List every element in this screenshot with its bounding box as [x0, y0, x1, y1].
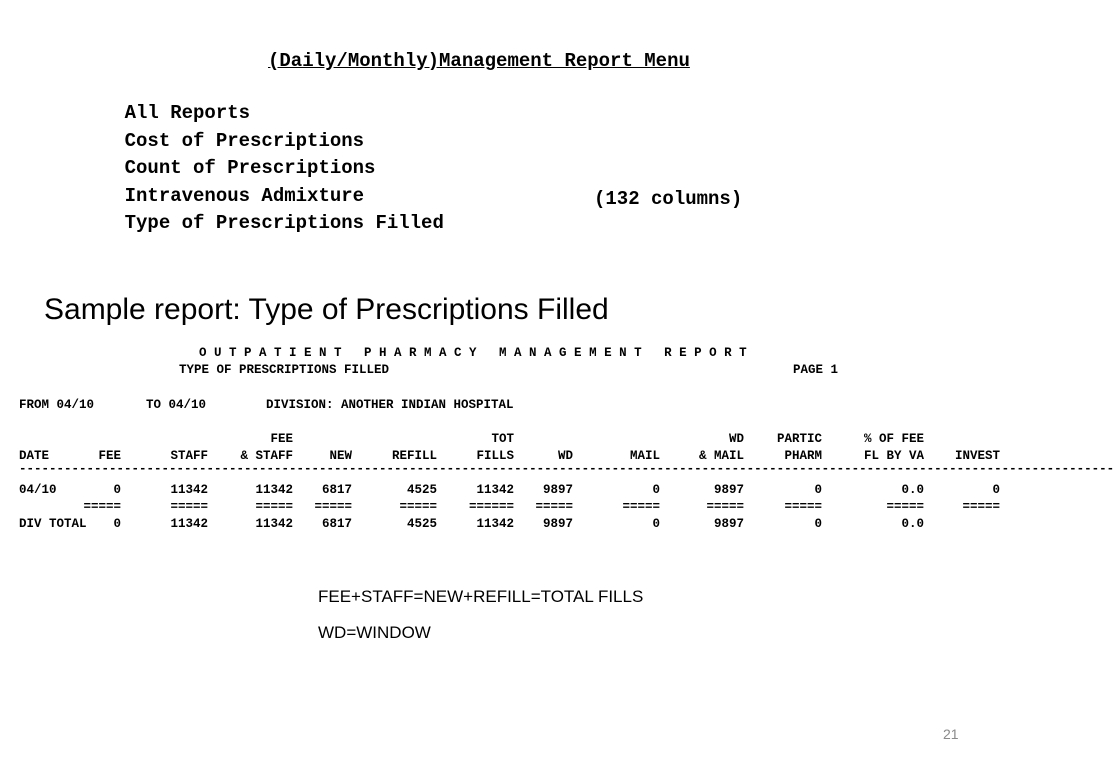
wd-definition-note: WD=WINDOW — [318, 623, 431, 642]
menu-item-label: Type of Prescriptions Filled — [124, 212, 444, 234]
report-division: DIVISION: ANOTHER INDIAN HOSPITAL — [266, 398, 514, 412]
table-cell: ===== — [83, 500, 121, 514]
column-header: STAFF — [170, 449, 208, 463]
table-cell: ===== — [399, 500, 437, 514]
table-cell: ===== — [535, 500, 573, 514]
table-cell: ===== — [622, 500, 660, 514]
table-cell: 11342 — [255, 517, 293, 531]
report-subtitle: TYPE OF PRESCRIPTIONS FILLED — [179, 363, 390, 377]
table-cell: ====== — [468, 500, 514, 514]
table-cell: 0 — [113, 483, 121, 497]
table-cell: 9897 — [713, 517, 744, 531]
table-cell: ===== — [886, 500, 924, 514]
column-header: PHARM — [784, 449, 822, 463]
menu-item-note: (132 columns) — [594, 188, 743, 210]
table-cell: 9897 — [542, 517, 573, 531]
column-header-top: PARTIC — [776, 432, 822, 446]
table-cell: 04/10 — [19, 483, 57, 497]
table-cell: 0 — [992, 483, 1000, 497]
formula-note: FEE+STAFF=NEW+REFILL=TOTAL FILLS — [318, 587, 644, 606]
report-banner: O U T P A T I E N T P H A R M A C Y M A N A G E M E N T R E P O R T — [199, 346, 747, 360]
column-header: FEE — [98, 449, 121, 463]
table-cell: 0 — [814, 517, 822, 531]
table-cell: 0.0 — [901, 517, 924, 531]
table-cell: ===== — [255, 500, 293, 514]
report-from-date: FROM 04/10 — [19, 398, 95, 412]
table-cell: 0 — [113, 517, 121, 531]
column-header: INVEST — [954, 449, 1000, 463]
column-header: FL BY VA — [863, 449, 924, 463]
column-header: FILLS — [476, 449, 514, 463]
report-to-date: TO 04/10 — [146, 398, 207, 412]
table-cell: 11342 — [255, 483, 293, 497]
column-header: MAIL — [629, 449, 660, 463]
table-cell: 6817 — [321, 483, 352, 497]
column-header: REFILL — [391, 449, 437, 463]
column-header-top: FEE — [270, 432, 293, 446]
table-cell: 9897 — [713, 483, 744, 497]
column-header: DATE — [19, 449, 50, 463]
table-cell: 0.0 — [901, 483, 924, 497]
column-header: NEW — [329, 449, 352, 463]
column-header: WD — [557, 449, 573, 463]
menu-item-label: Intravenous Admixture — [124, 184, 365, 207]
sample-report-heading: Sample report: Type of Prescriptions Filled — [44, 293, 609, 326]
column-header-top: TOT — [491, 432, 514, 446]
table-cell: 4525 — [406, 517, 437, 531]
table-cell: 11342 — [476, 483, 514, 497]
table-cell: 4525 — [406, 483, 437, 497]
column-header: & STAFF — [240, 449, 293, 463]
table-cell: 11342 — [476, 517, 514, 531]
table-cell: ===== — [962, 500, 1000, 514]
menu-title: (Daily/Monthly)Management Report Menu — [268, 50, 690, 72]
slide-page-number: 21 — [943, 726, 959, 742]
table-cell: ===== — [784, 500, 822, 514]
menu-item-label: Cost of Prescriptions — [124, 129, 365, 152]
table-cell: ===== — [706, 500, 744, 514]
report-divider: -------------------------------------------------------------------------------------------------------------------------------------------------- — [19, 462, 1114, 476]
table-cell: ===== — [170, 500, 208, 514]
table-cell: ===== — [314, 500, 352, 514]
table-cell: 6817 — [321, 517, 352, 531]
table-cell: 11342 — [170, 517, 208, 531]
table-cell: 11342 — [170, 483, 208, 497]
column-header-top: % OF FEE — [863, 432, 924, 446]
menu-item-label: All Reports — [124, 102, 251, 124]
table-cell: 0 — [652, 517, 660, 531]
table-cell: 9897 — [542, 483, 573, 497]
column-header-top: WD — [728, 432, 744, 446]
menu-item-label: Count of Prescriptions — [124, 157, 376, 179]
column-header: & MAIL — [698, 449, 744, 463]
table-cell: 0 — [652, 483, 660, 497]
report-page-label: PAGE 1 — [793, 363, 839, 377]
table-cell: 0 — [814, 483, 822, 497]
table-cell: DIV TOTAL — [19, 517, 87, 531]
